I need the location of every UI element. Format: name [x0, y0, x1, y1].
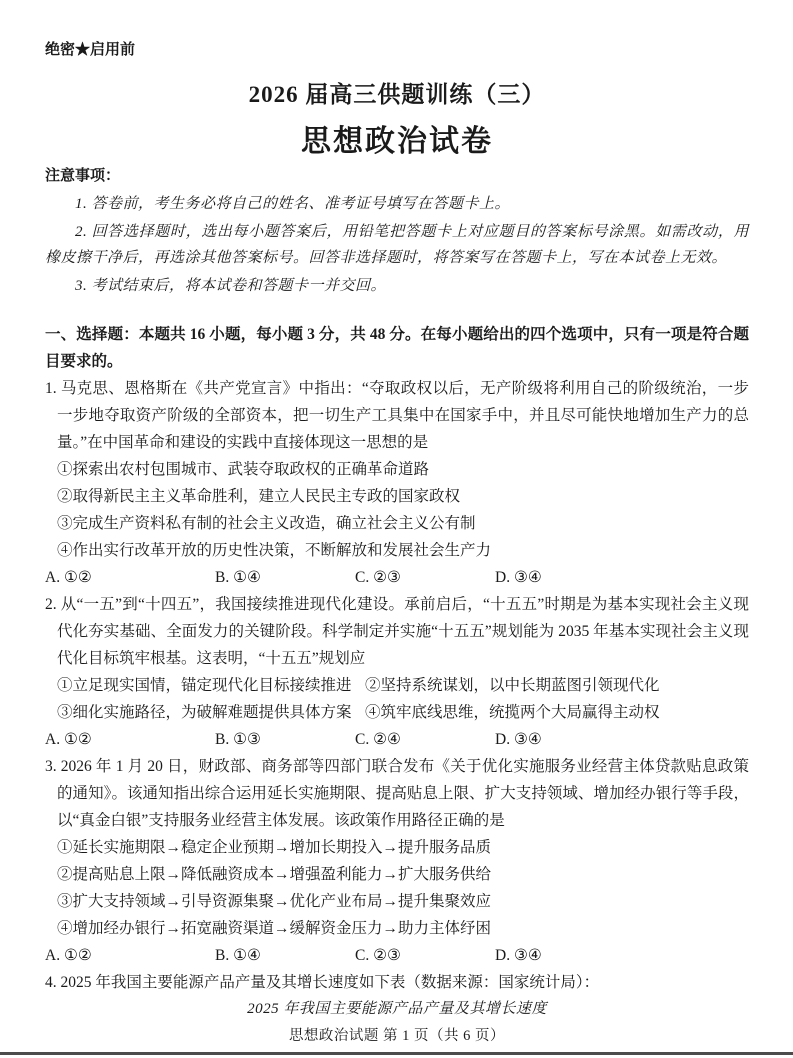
question-1-text: 马克思、恩格斯在《共产党宣言》中指出：“夺取政权以后，无产阶级将利用自己的阶级统治，一步一步地夺取资产阶级的全部资本，把一切生产工具集中在国家手中，并且尽可能快地增加生产力的总量。”在中国革命和建设的实践中直接体现这一思想的是 — [57, 380, 749, 451]
subitem-2: ②取得新民主主义革命胜利，建立人民民主专政的国家政权 — [57, 488, 461, 505]
question-1-choices — [45, 564, 749, 591]
subitem-2: ②坚持系统谋划，以中长期蓝图引领现代化 — [365, 677, 660, 694]
question-1-number: 1. — [45, 380, 57, 397]
subitem-1: ①立足现实国情，锚定现代化目标接续推进 — [57, 677, 352, 694]
subitem-1: ①延长实施期限→稳定企业预期→增加长期投入→提升服务品质 — [57, 839, 492, 856]
scan-edge-line — [0, 1052, 793, 1055]
paper-title: 思想政治试卷 — [301, 125, 493, 158]
notice-heading: 注意事项： — [45, 168, 121, 184]
question-1 — [45, 375, 749, 591]
choice-d: D. ③④ — [495, 731, 542, 748]
section-1-heading: 一、选择题：本题共 16 小题，每小题 3 分，共 48 分。在每小题给出的四个选项中，只有一项是符合题目要求的。 — [45, 326, 749, 370]
question-1-stem — [45, 375, 749, 456]
question-4-table-caption: 2025 年我国主要能源产品产量及其增长速度 — [247, 1001, 547, 1017]
choice-b: B. ①④ — [215, 569, 261, 586]
question-3-number: 3. — [45, 758, 57, 775]
notice-item-3: 3. 考试结束后，将本试卷和答题卡一并交回。 — [75, 278, 387, 294]
notice-item-2: 2. 回答选择题时，选出每小题答案后，用铅笔把答题卡上对应题目的答案标号涂黑。如需改动，用橡皮擦干净后，再选涂其他答案标号。回答非选择题时，将答案写在答题卡上，写在本试卷上无效。 — [45, 224, 749, 266]
question-2-number: 2. — [45, 596, 57, 613]
exam-title: 2026 届高三供题训练（三） — [248, 82, 546, 107]
subitem-2: ②提高贴息上限→降低融资成本→增强盈利能力→扩大服务供给 — [57, 866, 492, 883]
question-4 — [45, 969, 749, 1023]
choice-a: A. ①② — [45, 569, 92, 586]
question-3 — [45, 753, 749, 969]
question-2-choices — [45, 726, 749, 753]
subitem-3: ③细化实施路径，为破解难题提供具体方案 — [57, 704, 352, 721]
question-3-text: 2026 年 1 月 20 日，财政部、商务部等四部门联合发布《关于优化实施服务业经营主体贷款贴息政策的通知》。该通知指出综合运用延长实施期限、提高贴息上限、扩大支持领域、增加经办银行等手段，以“真金白银”支持服务业经营主体发展。该政策作用路径正确的是 — [57, 758, 750, 829]
question-4-number: 4. — [45, 974, 57, 991]
choice-d: D. ③④ — [495, 569, 542, 586]
notice-list — [45, 191, 749, 299]
choice-c: C. ②③ — [355, 569, 401, 586]
question-4-text: 2025 年我国主要能源产品产量及其增长速度如下表（数据来源：国家统计局）： — [60, 974, 600, 991]
choice-c: C. ②③ — [355, 947, 401, 964]
classification-label: 绝密★启用前 — [45, 42, 136, 58]
choice-d: D. ③④ — [495, 947, 542, 964]
notice-item-1: 1. 答卷前，考生务必将自己的姓名、准考证号填写在答题卡上。 — [75, 196, 511, 212]
subitem-1: ①探索出农村包围城市、武装夺取政权的正确革命道路 — [57, 461, 430, 478]
question-3-subitems — [45, 834, 749, 942]
subitem-4: ④作出实行改革开放的历史性决策，不断解放和发展社会生产力 — [57, 542, 492, 559]
choice-b: B. ①③ — [215, 731, 261, 748]
question-3-choices — [45, 942, 749, 969]
choice-a: A. ①② — [45, 947, 92, 964]
notice-section — [45, 165, 749, 299]
question-2-stem — [45, 591, 749, 672]
choice-b: B. ①④ — [215, 947, 261, 964]
subitem-4: ④筑牢底线思维，统揽两个大局赢得主动权 — [365, 704, 660, 721]
subitem-4: ④增加经办银行→拓宽融资渠道→缓解资金压力→助力主体纾困 — [57, 920, 492, 937]
page-footer: 思想政治试题 第 1 页（共 6 页） — [288, 1028, 506, 1044]
subitem-3: ③扩大支持领域→引导资源集聚→优化产业布局→提升集聚效应 — [57, 893, 492, 910]
question-2 — [45, 591, 749, 753]
choice-c: C. ②④ — [355, 731, 401, 748]
question-2-subitems — [45, 672, 749, 726]
question-3-stem — [45, 753, 749, 834]
question-1-subitems — [45, 456, 749, 564]
question-2-text: 从“一五”到“十四五”，我国接续推进现代化建设。承前启后，“十五五”时期是为基本实现社会主义现代化夯实基础、全面发力的关键阶段。科学制定并实施“十五五”规划能为 2035 年基本实现社会主义现代化目标筑牢根基。这表明，“十五五”规划应 — [57, 596, 750, 667]
question-4-stem — [45, 969, 749, 996]
choice-a: A. ①② — [45, 731, 92, 748]
subitem-3: ③完成生产资料私有制的社会主义改造，确立社会主义公有制 — [57, 515, 476, 532]
